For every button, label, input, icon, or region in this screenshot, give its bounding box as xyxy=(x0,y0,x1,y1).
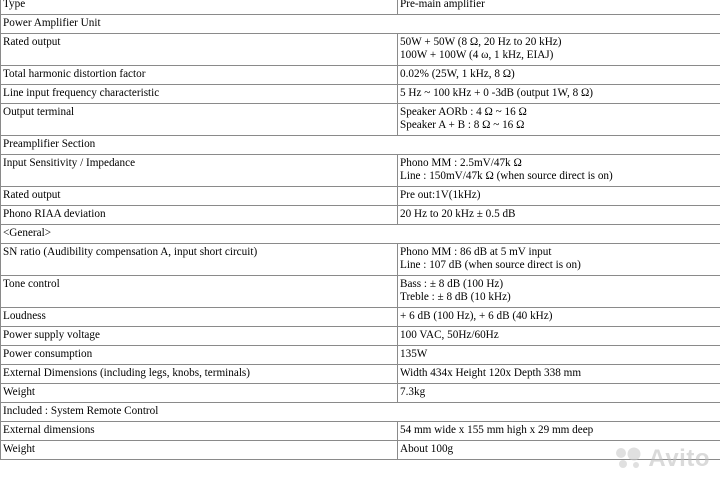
spec-row xyxy=(1,441,720,460)
spec-row xyxy=(1,327,720,346)
spec-value-line: Width 434x Height 120x Depth 338 mm xyxy=(400,367,582,379)
spec-row xyxy=(1,155,720,187)
spec-label: External dimensions xyxy=(1,422,398,441)
section-row xyxy=(1,225,720,244)
spec-label: Rated output xyxy=(1,187,398,206)
spec-value-line: 5 Hz ~ 100 kHz + 0 -3dB (output 1W, 8 Ω) xyxy=(400,87,594,99)
spec-row xyxy=(1,187,720,206)
spec-row xyxy=(1,384,720,403)
spec-value xyxy=(398,346,720,365)
spec-value xyxy=(398,384,720,403)
spec-value xyxy=(398,422,720,441)
spec-value-line: Line : 107 dB (when source direct is on) xyxy=(400,259,581,271)
spec-label: Power supply voltage xyxy=(1,327,398,346)
spec-label: SN ratio (Audibility compensation A, input short circuit) xyxy=(1,244,398,276)
spec-value-line: 54 mm wide x 155 mm high x 29 mm deep xyxy=(400,424,594,436)
spec-row xyxy=(1,276,720,308)
section-title: Power Amplifier Unit xyxy=(1,15,720,34)
spec-label: Total harmonic distortion factor xyxy=(1,66,398,85)
spec-value xyxy=(398,327,720,346)
spec-value-line: Speaker AORb : 4 Ω ~ 16 Ω xyxy=(400,106,527,118)
spec-value xyxy=(398,276,720,308)
spec-value xyxy=(398,104,720,136)
spec-label: Power consumption xyxy=(1,346,398,365)
spec-label: Loudness xyxy=(1,308,398,327)
spec-value-line: + 6 dB (100 Hz), + 6 dB (40 kHz) xyxy=(400,310,553,322)
spec-value xyxy=(398,66,720,85)
spec-value xyxy=(398,155,720,187)
spec-row xyxy=(1,365,720,384)
section-row xyxy=(1,15,720,34)
spec-label: Line input frequency characteristic xyxy=(1,85,398,104)
spec-value-line: 135W xyxy=(400,348,428,360)
spec-table-body xyxy=(1,0,720,460)
spec-value-line: 0.02% (25W, 1 kHz, 8 Ω) xyxy=(400,68,515,80)
spec-value-line: 20 Hz to 20 kHz ± 0.5 dB xyxy=(400,208,516,220)
spec-row xyxy=(1,346,720,365)
spec-value xyxy=(398,244,720,276)
spec-value xyxy=(398,365,720,384)
spec-value xyxy=(398,85,720,104)
spec-label: Phono RIAA deviation xyxy=(1,206,398,225)
spec-value-line: Pre out:1V(1kHz) xyxy=(400,189,481,201)
spec-value-line: 50W + 50W (8 Ω, 20 Hz to 20 kHz) xyxy=(400,36,562,48)
spec-label: External Dimensions (including legs, knobs, terminals) xyxy=(1,365,398,384)
section-title: Included : System Remote Control xyxy=(1,403,720,422)
section-title: <General> xyxy=(1,225,720,244)
spec-value-line: 7.3kg xyxy=(400,386,426,398)
spec-value-line: 100W + 100W (4 ω, 1 kHz, EIAJ) xyxy=(400,49,554,61)
spec-value-line: Speaker A + B : 8 Ω ~ 16 Ω xyxy=(400,119,525,131)
spec-value xyxy=(398,441,720,460)
spec-value-line: Line : 150mV/47k Ω (when source direct is on) xyxy=(400,170,613,182)
spec-value-line: Phono MM : 2.5mV/47k Ω xyxy=(400,157,522,169)
spec-row xyxy=(1,66,720,85)
spec-row xyxy=(1,244,720,276)
spec-value-line: Bass : ± 8 dB (100 Hz) xyxy=(400,278,504,290)
spec-row xyxy=(1,0,720,15)
spec-value-line: Treble : ± 8 dB (10 kHz) xyxy=(400,291,511,303)
spec-row xyxy=(1,85,720,104)
spec-label: Weight xyxy=(1,441,398,460)
spec-value-line: 100 VAC, 50Hz/60Hz xyxy=(400,329,499,341)
spec-value-line: Phono MM : 86 dB at 5 mV input xyxy=(400,246,552,258)
section-row xyxy=(1,403,720,422)
spec-label: Weight xyxy=(1,384,398,403)
spec-label: Input Sensitivity / Impedance xyxy=(1,155,398,187)
spec-row xyxy=(1,34,720,66)
spec-row xyxy=(1,206,720,225)
spec-value xyxy=(398,0,720,15)
spec-value xyxy=(398,206,720,225)
spec-value xyxy=(398,308,720,327)
watermark-text: Avito xyxy=(648,444,710,472)
spec-label: Type xyxy=(1,0,398,15)
spec-row xyxy=(1,104,720,136)
spec-value-line: Pre-main amplifier xyxy=(400,0,485,10)
section-title: Preamplifier Section xyxy=(1,136,720,155)
spec-label: Tone control xyxy=(1,276,398,308)
spec-label: Output terminal xyxy=(1,104,398,136)
section-row xyxy=(1,136,720,155)
spec-row xyxy=(1,422,720,441)
spec-value-line: About 100g xyxy=(400,443,454,455)
spec-value xyxy=(398,187,720,206)
spec-value xyxy=(398,34,720,66)
spec-row xyxy=(1,308,720,327)
spec-label: Rated output xyxy=(1,34,398,66)
